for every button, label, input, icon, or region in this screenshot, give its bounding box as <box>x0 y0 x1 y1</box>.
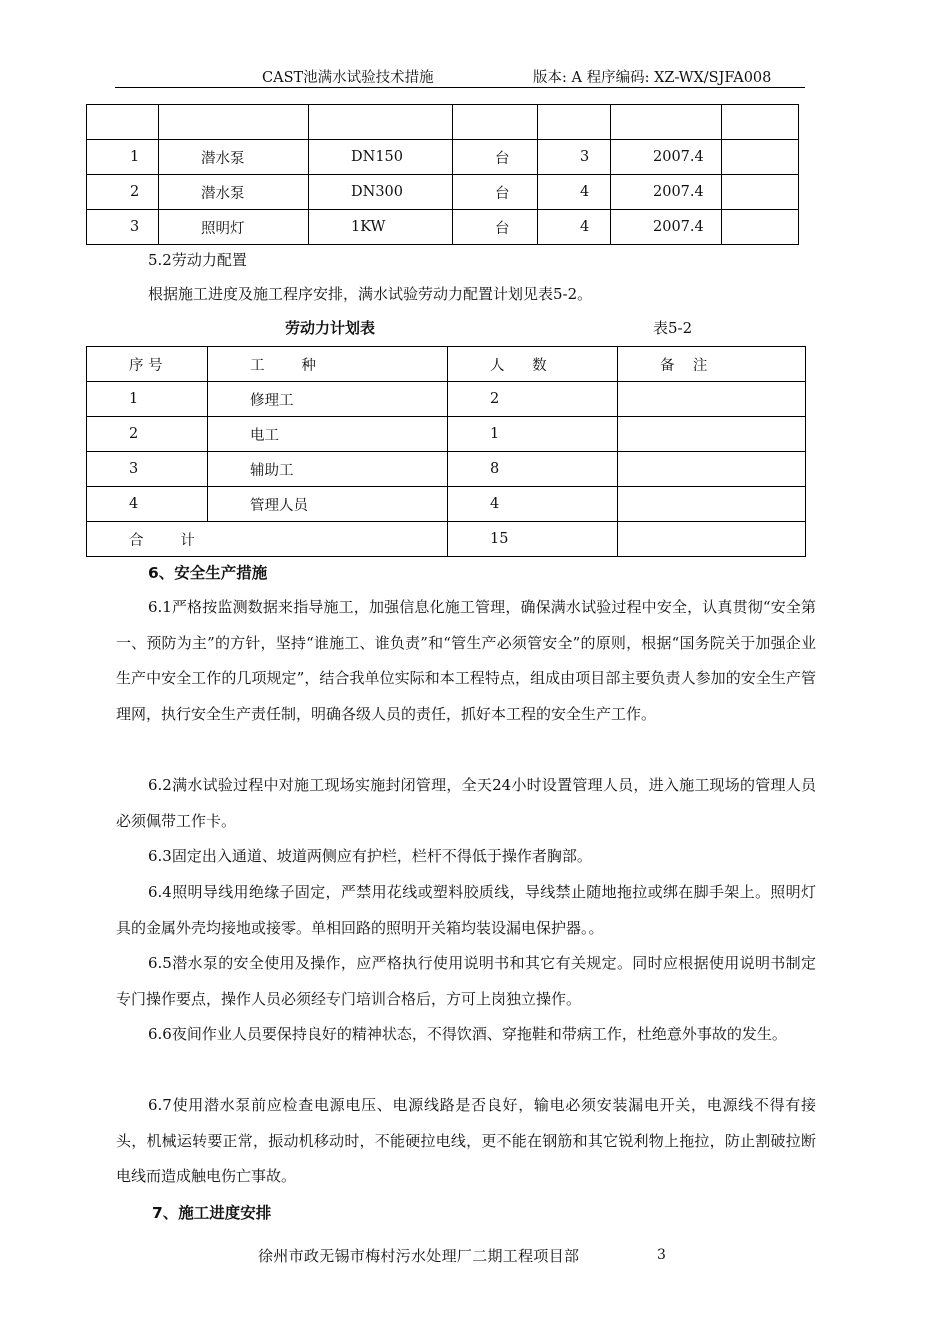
page-header <box>115 64 805 88</box>
table-cell <box>87 105 159 140</box>
paragraph-6-3: 6.3固定出入通道、坡道两侧应有护栏，栏杆不得低于操作者胸部。 <box>148 847 592 865</box>
table-row <box>87 452 806 487</box>
table-cell: DN300 <box>309 175 453 210</box>
paragraph-6-5: 6.5潜水泵的安全使用及操作，应严格执行使用说明书和其它有关规定。同时应根据使用说明书制定专门操作要点，操作人员必须经专门培训合格后，方可上岗独立操作。 <box>116 954 816 1008</box>
table-row <box>87 105 799 140</box>
table-cell: 3 <box>87 210 159 245</box>
header-divider <box>115 87 805 88</box>
labor-table-number: 表5-2 <box>653 319 693 337</box>
total-label: 合 计 <box>87 522 448 557</box>
table-cell: 管理人员 <box>208 487 448 522</box>
table-cell: 台 <box>453 210 538 245</box>
labor-table <box>86 346 806 557</box>
table-cell <box>309 105 453 140</box>
table-cell <box>453 105 538 140</box>
page-number: 3 <box>657 1247 666 1263</box>
table-row <box>87 140 799 175</box>
column-header: 序 号 <box>87 347 208 382</box>
table-cell: 3 <box>538 140 611 175</box>
total-value: 15 <box>448 522 618 557</box>
table-cell: 辅助工 <box>208 452 448 487</box>
table-cell <box>618 522 806 557</box>
table-row <box>87 487 806 522</box>
section-7-heading: 7、施工进度安排 <box>152 1204 272 1222</box>
table-cell: 台 <box>453 140 538 175</box>
table-cell <box>159 105 309 140</box>
labor-table-title: 劳动力计划表 <box>285 319 376 337</box>
table-cell: 照明灯 <box>159 210 309 245</box>
table-cell <box>618 382 806 417</box>
table-cell: DN150 <box>309 140 453 175</box>
table-total-row <box>87 522 806 557</box>
table-cell: 修理工 <box>208 382 448 417</box>
section-5-2-heading: 5.2劳动力配置 <box>148 251 247 269</box>
column-header: 人 数 <box>448 347 618 382</box>
table-cell: 电工 <box>208 417 448 452</box>
table-cell <box>618 487 806 522</box>
table-cell: 潜水泵 <box>159 175 309 210</box>
column-header: 工 种 <box>208 347 448 382</box>
table-cell: 4 <box>448 487 618 522</box>
table-cell <box>722 175 799 210</box>
table-cell: 2007.4 <box>611 210 722 245</box>
table-cell: 2 <box>87 175 159 210</box>
paragraph-6-6: 6.6夜间作业人员要保持良好的精神状态，不得饮酒、穿拖鞋和带病工作，杜绝意外事故的发生。 <box>148 1025 787 1043</box>
table-header-row <box>87 347 806 382</box>
section-6-heading: 6、安全生产措施 <box>148 564 268 582</box>
document-title: CAST池满水试验技术措施 <box>262 70 434 86</box>
table-cell: 4 <box>87 487 208 522</box>
table-cell: 1 <box>87 140 159 175</box>
table-cell: 2 <box>87 417 208 452</box>
table-cell <box>611 105 722 140</box>
section-5-2-intro: 根据施工进度及施工程序安排，满水试验劳动力配置计划见表5-2。 <box>148 285 593 303</box>
paragraph-6-4: 6.4照明导线用绝缘子固定，严禁用花线或塑料胶质线，导线禁止随地拖拉或绑在脚手架上。照明灯具的金属外壳均接地或接零。单相回路的照明开关箱均装设漏电保护器。。 <box>116 883 816 937</box>
table-cell: 台 <box>453 175 538 210</box>
table-cell: 3 <box>87 452 208 487</box>
table-cell <box>618 417 806 452</box>
table-cell: 4 <box>538 175 611 210</box>
table-cell: 2 <box>448 382 618 417</box>
table-row <box>87 210 799 245</box>
paragraph-6-7: 6.7使用潜水泵前应检查电源电压、电源线路是否良好，输电必须安装漏电开关，电源线不得有接头，机械运转要正常，振动机移动时，不能硬拉电线，更不能在钢筋和其它锐利物上拖拉，防止割破拉断电线而造成触电伤亡事故。 <box>116 1096 816 1186</box>
table-cell <box>618 452 806 487</box>
equipment-table <box>86 104 799 245</box>
table-cell <box>538 105 611 140</box>
table-cell <box>722 210 799 245</box>
version-code: 版本: A 程序编码: XZ-WX/SJFA008 <box>533 70 772 86</box>
table-cell <box>722 105 799 140</box>
table-cell: 8 <box>448 452 618 487</box>
table-cell <box>722 140 799 175</box>
paragraph-6-1: 6.1严格按监测数据来指导施工，加强信息化施工管理，确保满水试验过程中安全，认真贯彻“安全第一、预防为主”的方针，坚持“谁施工、谁负责”和“管生产必须管安全”的原则，根据“国务院关于加强企业生产中安全工作的几项规定”，结合我单位实际和本工程特点，组成由项目部主要负责人参加的安全生产管理网，执行安全生产责任制，明确各级人员的责任，抓好本工程的安全生产工作。 <box>116 598 816 723</box>
table-cell: 2007.4 <box>611 140 722 175</box>
footer-project-name: 徐州市政无锡市梅村污水处理厂二期工程项目部 <box>258 1247 580 1265</box>
table-cell: 2007.4 <box>611 175 722 210</box>
table-row <box>87 417 806 452</box>
table-cell: 1 <box>87 382 208 417</box>
table-cell: 4 <box>538 210 611 245</box>
table-cell: 1KW <box>309 210 453 245</box>
table-cell: 潜水泵 <box>159 140 309 175</box>
table-row <box>87 382 806 417</box>
table-row <box>87 175 799 210</box>
table-cell: 1 <box>448 417 618 452</box>
paragraph-6-2: 6.2满水试验过程中对施工现场实施封闭管理，全天24小时设置管理人员，进入施工现场的管理人员必须佩带工作卡。 <box>116 776 816 830</box>
column-header: 备 注 <box>618 347 806 382</box>
